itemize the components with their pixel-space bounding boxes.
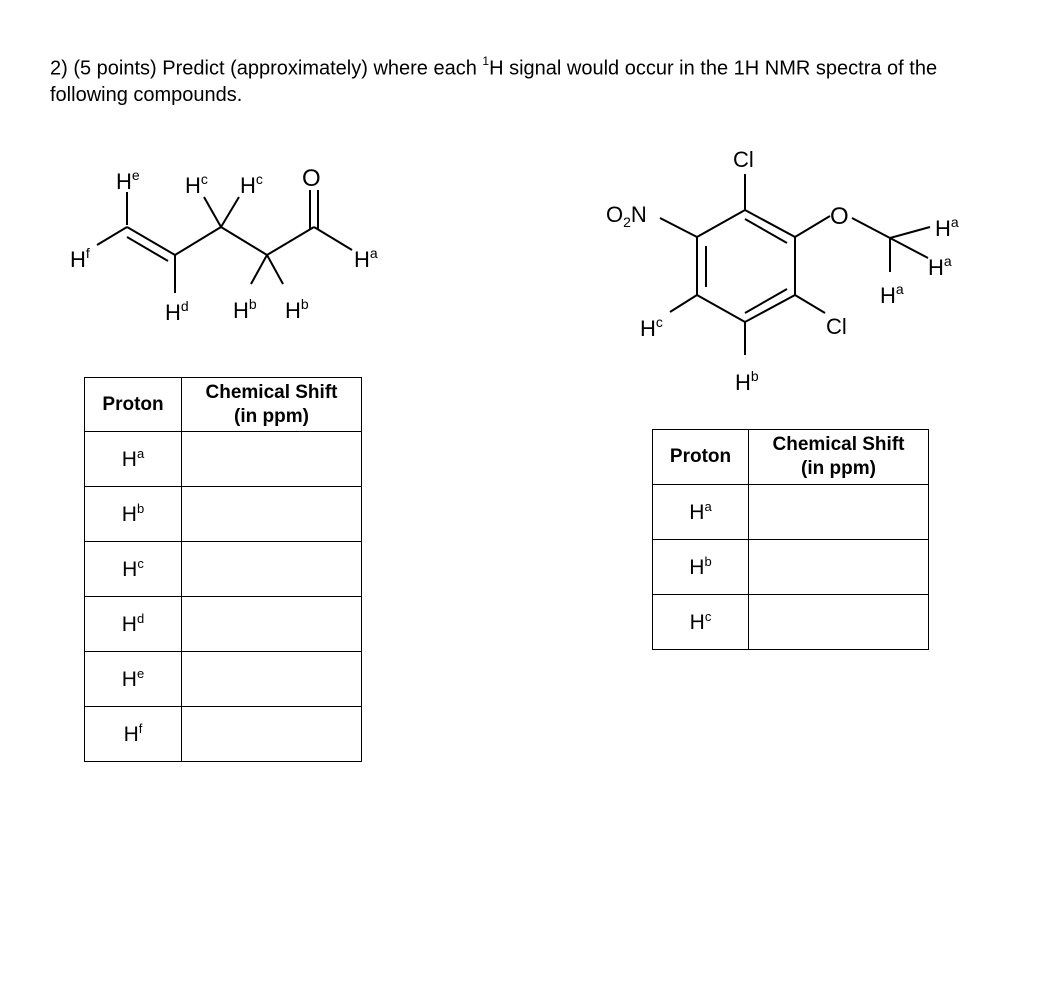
molecule-1	[97, 190, 352, 293]
label-Hd: $H^d$	[165, 298, 189, 325]
bond-ring-O	[795, 216, 830, 237]
bond-c2-c1	[267, 227, 314, 255]
ring-double-top	[745, 219, 787, 243]
table-header-row	[653, 430, 929, 485]
proton-cell: $H^a$	[85, 432, 182, 487]
proton-cell: $H^f$	[85, 707, 182, 762]
shift-input-cell[interactable]	[749, 595, 929, 650]
proton-cell: $H^e$	[85, 652, 182, 707]
bond-Hc2	[221, 197, 239, 227]
table-row	[85, 542, 362, 597]
bond-Hb1	[251, 255, 267, 284]
bond-NO2	[660, 218, 697, 237]
header-proton: Proton	[85, 378, 182, 432]
table-row	[85, 432, 362, 487]
bond-Ha-2	[890, 238, 928, 258]
table-row	[653, 595, 929, 650]
label-Ha: $H^a$	[354, 245, 378, 272]
bond-Cl-bottom	[795, 295, 825, 313]
question-superscript: 1	[482, 54, 490, 68]
bond-Ha	[314, 227, 352, 250]
label-Cl-top: Cl	[733, 147, 754, 172]
shift-input-cell[interactable]	[749, 540, 929, 595]
bond-Hc	[670, 295, 697, 312]
bond-c4-c3	[175, 227, 221, 255]
proton-cell: $H^b$	[85, 487, 182, 542]
question-suffix: H signal would occur in the 1H NMR spectra of the following compounds.	[50, 57, 938, 106]
molecule-1-labels	[70, 165, 378, 325]
label-Ha-1: $H^a$	[935, 214, 959, 241]
shift-input-cell[interactable]	[182, 487, 362, 542]
table-row	[85, 487, 362, 542]
benzene-ring	[697, 210, 795, 322]
shift-table-2	[652, 429, 929, 650]
label-Hb: $H^b$	[735, 368, 759, 395]
table-row	[85, 597, 362, 652]
ring-double-bottom	[745, 289, 787, 313]
label-O-ether: O	[830, 203, 849, 230]
label-Ha-3: $H^a$	[880, 281, 904, 308]
label-Hc: $H^c$	[640, 314, 663, 341]
shift-input-cell[interactable]	[182, 707, 362, 762]
label-Hb-right: $H^b$	[285, 296, 309, 323]
table-row	[85, 707, 362, 762]
shift-input-cell[interactable]	[182, 597, 362, 652]
question-prefix: 2) (5 points) Predict (approximately) where each	[50, 57, 483, 80]
label-Hc-right: $H^c$	[240, 171, 263, 198]
bond-c3-c2	[221, 227, 267, 255]
header-proton: Proton	[653, 430, 749, 485]
bond-Hf	[97, 227, 127, 245]
table-row	[653, 540, 929, 595]
label-Hc-left: $H^c$	[185, 171, 208, 198]
table-row	[85, 652, 362, 707]
bond-Hc1	[204, 197, 221, 227]
shift-input-cell[interactable]	[182, 542, 362, 597]
shift-input-cell[interactable]	[182, 432, 362, 487]
label-Cl-bottom: Cl	[826, 314, 847, 339]
shift-input-cell[interactable]	[749, 485, 929, 540]
proton-cell: $H^c$	[85, 542, 182, 597]
label-Hf: $H^f$	[70, 245, 90, 272]
label-Hb-left: $H^b$	[233, 296, 257, 323]
table-header-row	[85, 378, 362, 432]
bond-Hb2	[267, 255, 283, 284]
proton-cell: $H^a$	[653, 485, 749, 540]
label-O2N: $O_2N$	[606, 202, 647, 230]
header-chemical-shift: Chemical Shift (in ppm)	[749, 430, 929, 485]
header-chemical-shift: Chemical Shift (in ppm)	[182, 378, 362, 432]
proton-cell: $H^c$	[653, 595, 749, 650]
molecule-2-labels	[606, 147, 959, 395]
table-row	[653, 485, 929, 540]
label-He: $H^e$	[116, 167, 140, 194]
proton-cell: $H^d$	[85, 597, 182, 652]
proton-cell: $H^b$	[653, 540, 749, 595]
molecule-2	[660, 174, 930, 355]
bond-double-inner	[127, 237, 168, 261]
label-Ha-2: $H^a$	[928, 253, 952, 280]
label-O-carbonyl: O	[302, 165, 321, 192]
shift-input-cell[interactable]	[182, 652, 362, 707]
bond-O-CH3	[852, 218, 890, 238]
shift-table-1	[84, 377, 362, 762]
bond-Ha-1	[890, 227, 930, 238]
